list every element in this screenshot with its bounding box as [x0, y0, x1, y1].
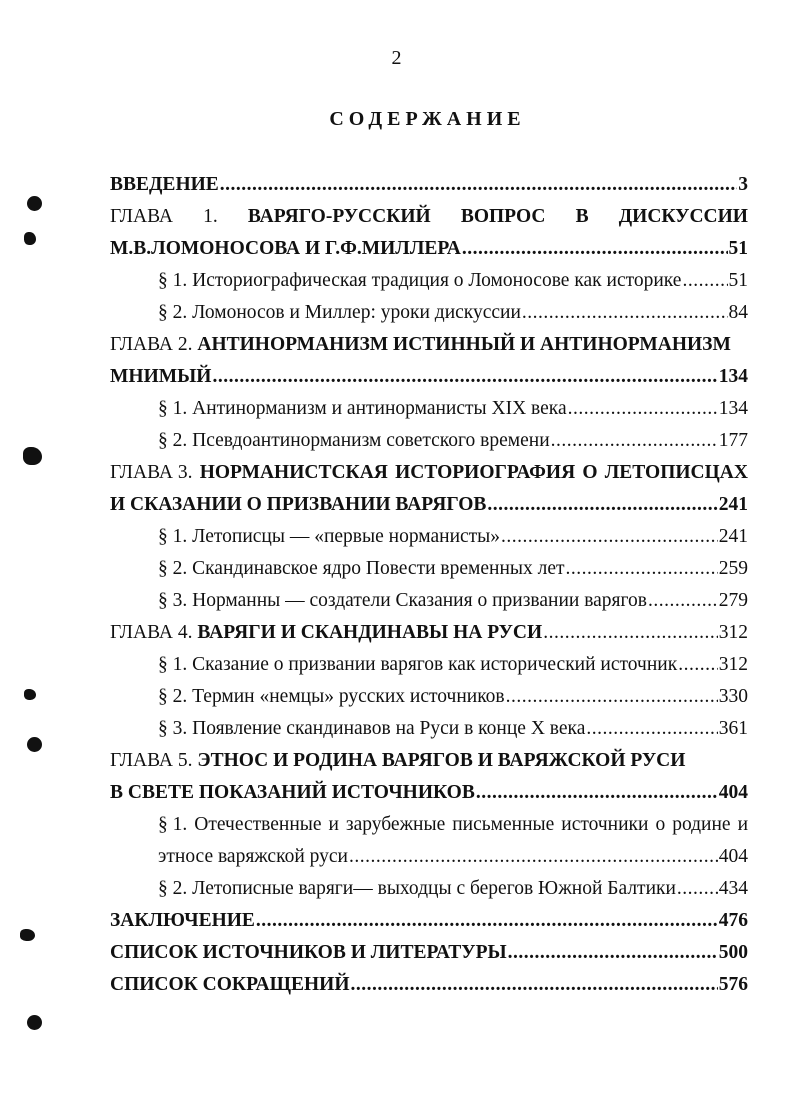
toc-page-number: 312: [718, 654, 748, 675]
toc-section[interactable]: [110, 873, 748, 905]
section-label: этносе варяжской руси: [158, 846, 348, 867]
chapter-word: В: [575, 206, 589, 227]
leader-dots: [677, 873, 718, 905]
binder-hole: [27, 737, 42, 752]
toc-entry-abbreviations[interactable]: [110, 969, 748, 1001]
chapter-word: ВАРЯГО-РУССКИЙ: [247, 206, 431, 227]
toc-page-number: 177: [718, 430, 748, 451]
toc-chapter-1-line2[interactable]: [110, 233, 748, 265]
section-label: § 3. Норманны — создатели Сказания о призвании варягов: [158, 590, 647, 611]
toc-section[interactable]: [110, 681, 748, 713]
leader-dots: [349, 841, 718, 873]
toc-section[interactable]: [110, 713, 748, 745]
toc-entry-label: СПИСОК ИСТОЧНИКОВ И ЛИТЕРАТУРЫ: [110, 942, 507, 963]
chapter-word: О: [582, 462, 598, 483]
toc-page-number: 312: [718, 622, 748, 643]
toc-chapter-3-line1[interactable]: [110, 457, 748, 489]
section-word: родине: [672, 814, 731, 835]
chapter-title: М.В.ЛОМОНОСОВА И Г.Ф.МИЛЛЕРА: [110, 238, 461, 259]
toc-page-number: 361: [718, 718, 748, 739]
toc-section[interactable]: [110, 297, 748, 329]
chapter-word: ЛЕТОПИСЦАХ: [604, 462, 748, 483]
toc-section[interactable]: [110, 265, 748, 297]
scan-speck: [20, 929, 35, 941]
leader-dots: [568, 393, 718, 425]
toc-page-number: 241: [718, 494, 748, 515]
toc-page-number: 51: [728, 238, 748, 259]
leader-dots: [508, 937, 718, 969]
toc-page-number: 434: [718, 878, 748, 899]
chapter-prefix: ГЛАВА 4.: [110, 622, 193, 643]
toc-section[interactable]: [110, 649, 748, 681]
toc-page-number: 259: [718, 558, 748, 579]
toc-chapter-3-line2[interactable]: [110, 489, 748, 521]
toc-entry-intro[interactable]: [110, 169, 748, 201]
table-of-contents: [110, 169, 748, 1001]
leader-dots: [351, 969, 718, 1001]
section-word: источники: [561, 814, 649, 835]
binder-hole: [27, 196, 42, 211]
scan-speck: [23, 447, 42, 465]
chapter-word: ДИСКУССИИ: [618, 206, 748, 227]
toc-section-line2[interactable]: [110, 841, 748, 873]
section-label: § 3. Появление скандинавов на Руси в конце X века: [158, 718, 586, 739]
section-label: § 1. Летописцы — «первые норманисты»: [158, 526, 501, 547]
leader-dots: [501, 521, 718, 553]
section-label: § 1. Сказание о призвании варягов как исторический источник: [158, 654, 678, 675]
section-word: § 1.: [158, 814, 188, 835]
toc-page-number: 404: [718, 782, 748, 803]
section-label: § 2. Ломоносов и Миллер: уроки дискуссии: [158, 302, 521, 323]
chapter-title: ЭТНОС И РОДИНА ВАРЯГОВ И ВАРЯЖСКОЙ РУСИ: [197, 750, 686, 771]
chapter-word: ВОПРОС: [460, 206, 546, 227]
toc-entry-label: ВВЕДЕНИЕ: [110, 174, 219, 195]
section-word: письменные: [452, 814, 555, 835]
chapter-word: НОРМАНИСТСКАЯ: [199, 462, 388, 483]
toc-entry-sources[interactable]: [110, 937, 748, 969]
leader-dots: [551, 425, 718, 457]
section-label: § 1. Антинорманизм и антинорманисты XIX века: [158, 398, 567, 419]
toc-title: СОДЕРЖАНИЕ: [329, 108, 526, 130]
binder-hole: [27, 1015, 42, 1030]
toc-section[interactable]: [110, 521, 748, 553]
section-word: Отечественные: [194, 814, 322, 835]
toc-page-number: 476: [718, 910, 748, 931]
section-label: § 2. Летописные варяги— выходцы с берегов Южной Балтики: [158, 878, 676, 899]
leader-dots: [487, 489, 717, 521]
section-label: § 2. Скандинавское ядро Повести временных лет: [158, 558, 565, 579]
toc-entry-conclusion[interactable]: [110, 905, 748, 937]
section-word: зарубежные: [345, 814, 446, 835]
leader-dots: [682, 265, 727, 297]
chapter-title: ВАРЯГИ И СКАНДИНАВЫ НА РУСИ: [197, 622, 543, 643]
toc-chapter-4[interactable]: [110, 617, 748, 649]
toc-page-number: 241: [718, 526, 748, 547]
section-label: § 2. Термин «немцы» русских источников: [158, 686, 505, 707]
toc-section-line1[interactable]: [110, 809, 748, 841]
toc-chapter-2-line2[interactable]: [110, 361, 748, 393]
toc-page-number: 134: [718, 366, 748, 387]
leader-dots: [476, 777, 718, 809]
section-label: § 2. Псевдоантинорманизм советского времени: [158, 430, 550, 451]
leader-dots: [220, 169, 737, 201]
toc-page-number: 576: [718, 974, 748, 995]
toc-page-number: 84: [728, 302, 748, 323]
toc-page-number: 3: [738, 174, 748, 195]
toc-page-number: 279: [718, 590, 748, 611]
toc-chapter-5-line1[interactable]: [110, 745, 748, 777]
section-word: и: [737, 814, 748, 835]
leader-dots: [648, 585, 718, 617]
toc-entry-label: ЗАКЛЮЧЕНИЕ: [110, 910, 255, 931]
scan-speck: [24, 689, 36, 700]
section-word: и: [328, 814, 339, 835]
leader-dots: [678, 649, 718, 681]
chapter-word: ГЛАВА: [110, 206, 173, 227]
toc-chapter-5-line2[interactable]: [110, 777, 748, 809]
toc-section[interactable]: [110, 393, 748, 425]
leader-dots: [506, 681, 718, 713]
toc-entry-label: СПИСОК СОКРАЩЕНИЙ: [110, 974, 350, 995]
leader-dots: [212, 361, 717, 393]
chapter-title: МНИМЫЙ: [110, 366, 212, 387]
leader-dots: [522, 297, 728, 329]
chapter-word: ИСТОРИОГРАФИЯ: [395, 462, 576, 483]
chapter-title: АНТИНОРМАНИЗМ ИСТИННЫЙ И АНТИНОРМАНИЗМ: [197, 334, 731, 355]
toc-page-number: 330: [718, 686, 748, 707]
toc-chapter-1-line1[interactable]: [110, 201, 748, 233]
leader-dots: [256, 905, 718, 937]
toc-section[interactable]: [110, 425, 748, 457]
page-number: 2: [391, 47, 402, 69]
chapter-word: 1.: [203, 206, 218, 227]
leader-dots: [566, 553, 718, 585]
section-word: о: [655, 814, 666, 835]
toc-page-number: 51: [728, 270, 748, 291]
toc-section[interactable]: [110, 553, 748, 585]
toc-page-number: 134: [718, 398, 748, 419]
toc-section[interactable]: [110, 585, 748, 617]
section-label: § 1. Историографическая традиция о Ломоносове как историке: [158, 270, 682, 291]
chapter-word: ГЛАВА 3.: [110, 462, 193, 483]
leader-dots: [543, 617, 718, 649]
chapter-prefix: ГЛАВА 5.: [110, 750, 193, 771]
leader-dots: [462, 233, 728, 265]
toc-page-number: 404: [718, 846, 748, 867]
chapter-title: И СКАЗАНИИ О ПРИЗВАНИИ ВАРЯГОВ: [110, 494, 487, 515]
chapter-title: В СВЕТЕ ПОКАЗАНИЙ ИСТОЧНИКОВ: [110, 782, 475, 803]
leader-dots: [586, 713, 717, 745]
toc-chapter-2-line1[interactable]: [110, 329, 748, 361]
toc-page-number: 500: [718, 942, 748, 963]
scan-speck: [24, 232, 36, 245]
chapter-prefix: ГЛАВА 2.: [110, 334, 193, 355]
